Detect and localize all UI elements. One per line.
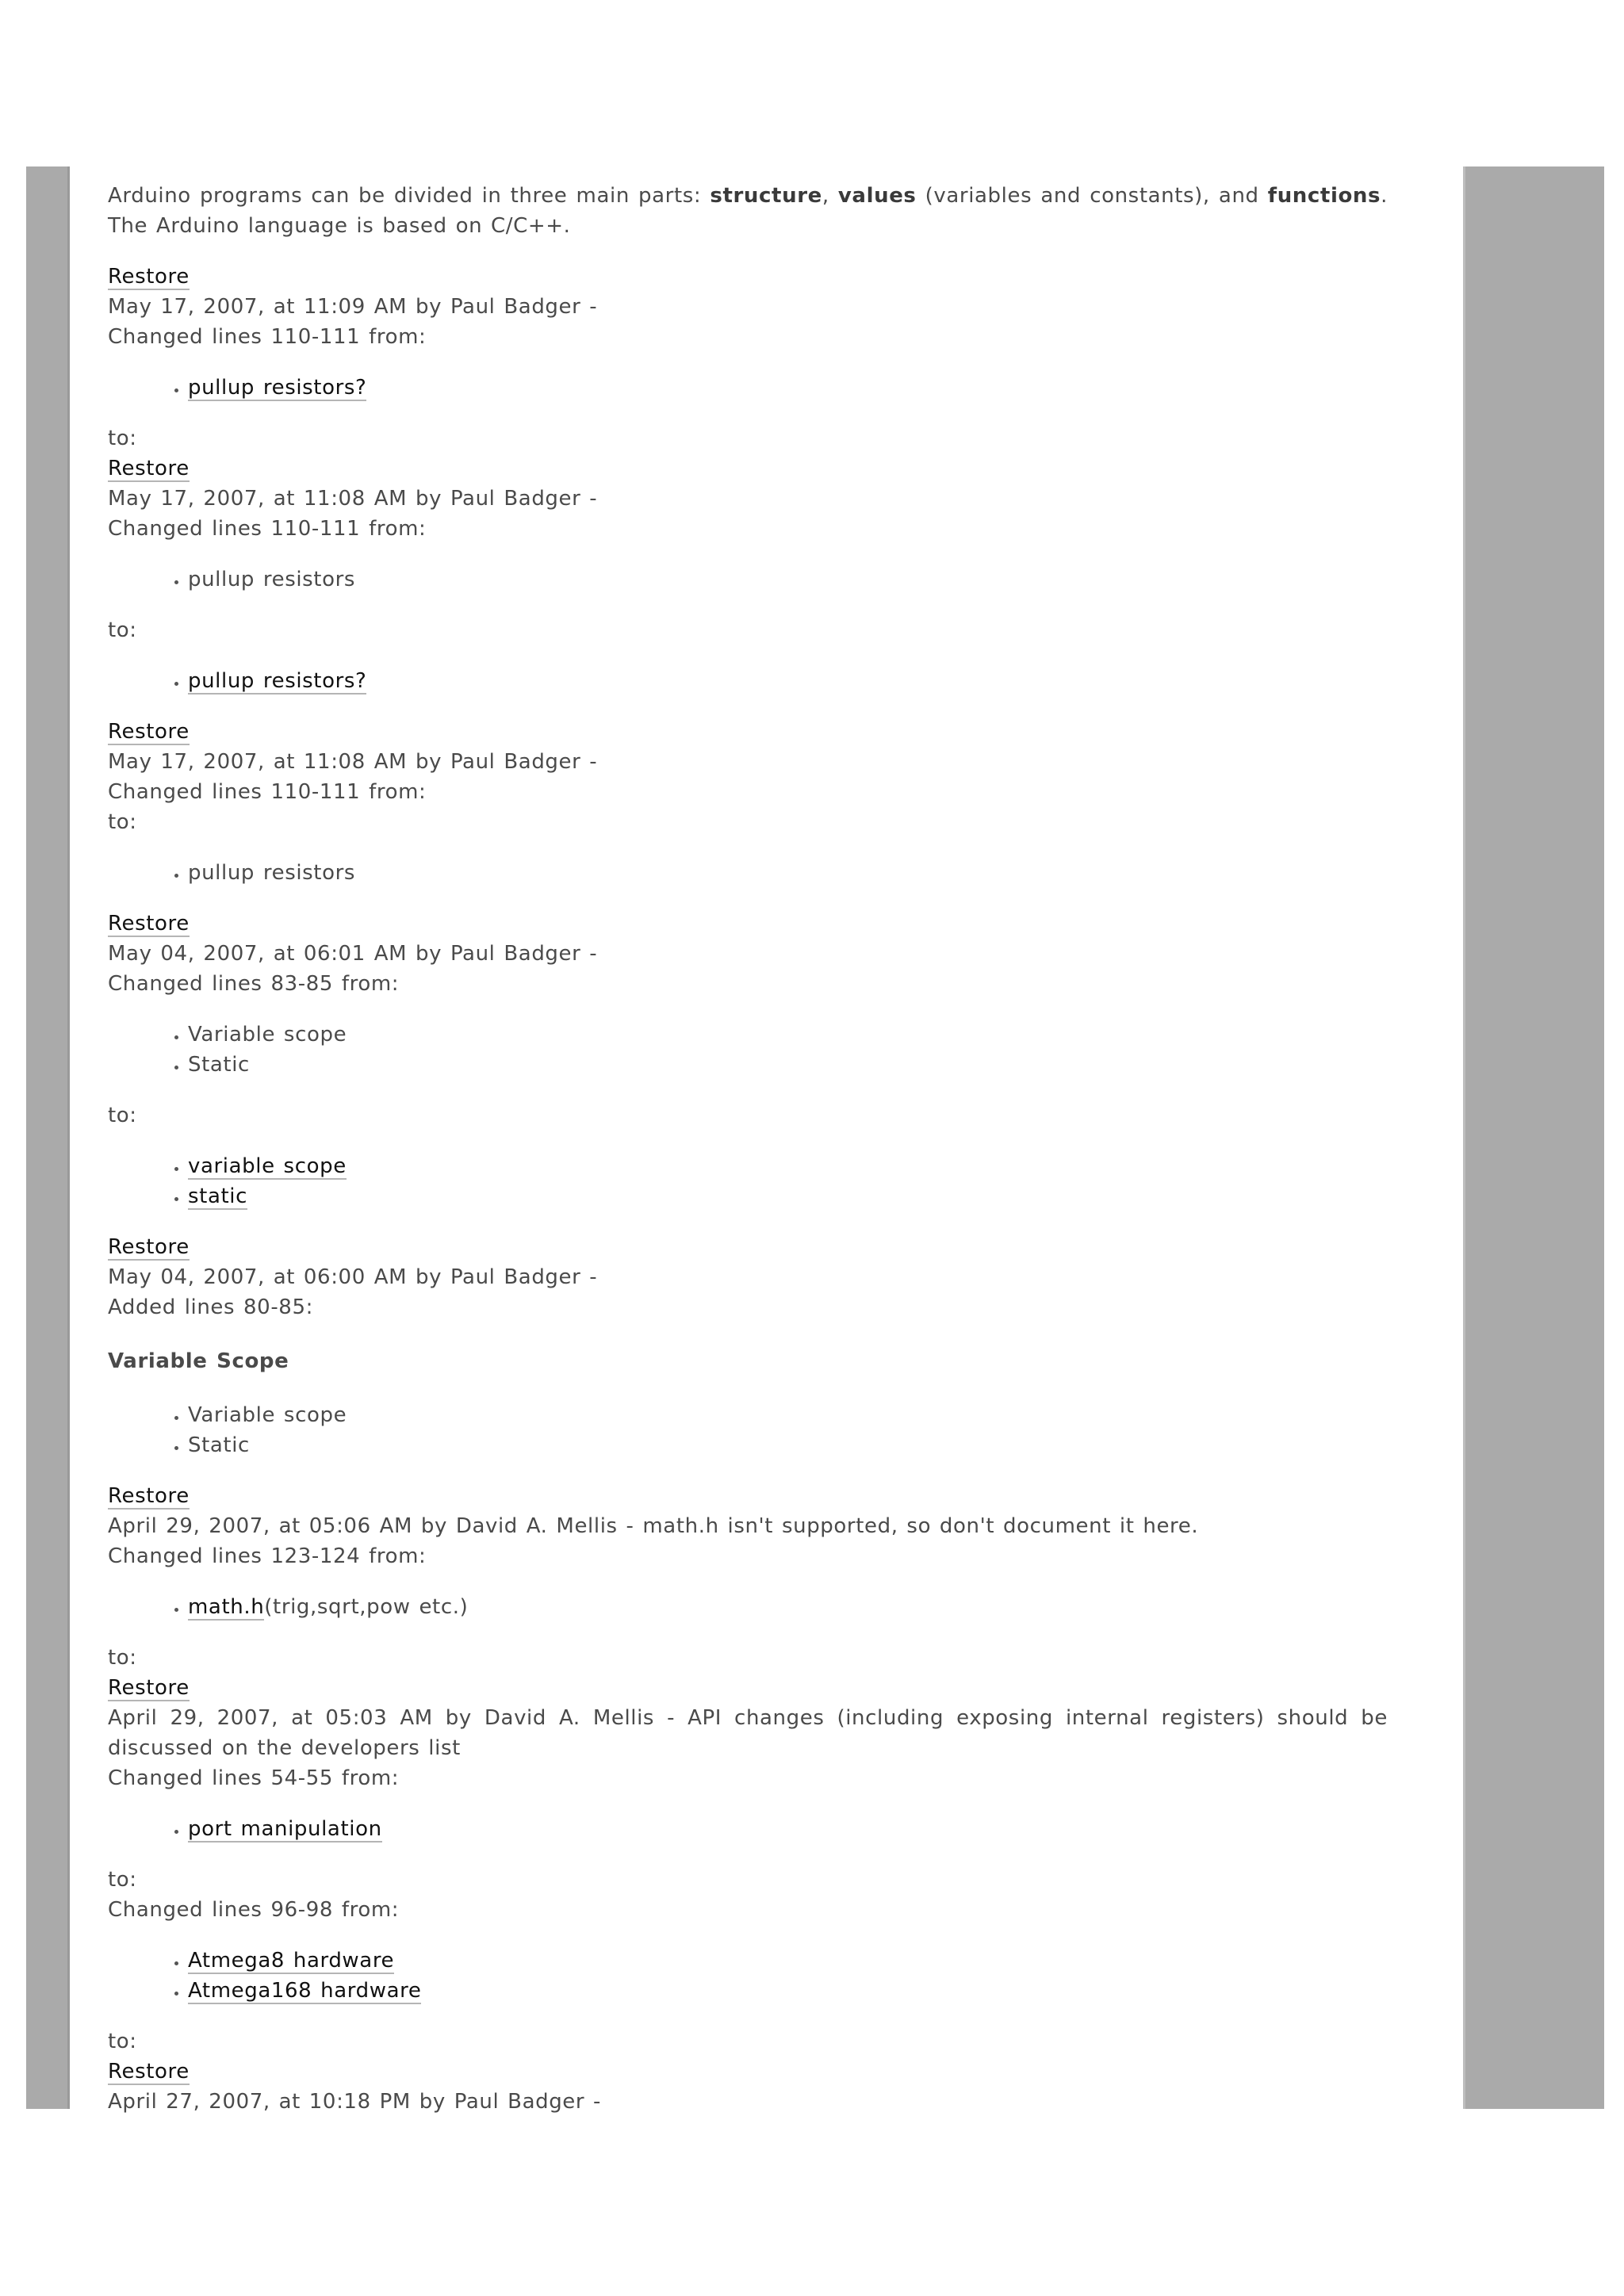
diff-from-list: [108, 564, 1388, 595]
right-sidebar-bar: [1463, 166, 1604, 2109]
to-label: to:: [108, 1646, 137, 1670]
to-label: to:: [108, 618, 137, 642]
list-item: • Variable scope: [188, 1020, 1388, 1050]
restore-link[interactable]: Restore: [108, 457, 190, 480]
change-description: Changed lines 110-111 from:: [108, 780, 427, 804]
diff-to-list: [108, 858, 1388, 888]
list-item: • Variable scope: [188, 1400, 1388, 1430]
list-item: • pullup resistors: [188, 564, 1388, 595]
list-item: • math.h(trig,sqrt,pow etc.): [188, 1592, 1388, 1622]
diff-to-list: [108, 1151, 1388, 1211]
page-history-content: [108, 181, 1388, 2117]
revision-entry: [108, 1481, 1388, 1673]
revision-entry: [108, 1673, 1388, 2057]
restore-link[interactable]: Restore: [108, 1484, 190, 1508]
revision-meta: May 17, 2007, at 11:08 AM by Paul Badger -: [108, 750, 598, 774]
diff-from-list: [108, 1020, 1388, 1080]
revision-entry: [108, 262, 1388, 453]
change-description: Changed lines 110-111 from:: [108, 325, 427, 349]
revision-entry: [108, 2057, 1388, 2117]
diff-from-list: [108, 1592, 1388, 1622]
list-item: [188, 666, 1388, 696]
revision-meta: May 17, 2007, at 11:08 AM by Paul Badger -: [108, 487, 598, 511]
section-heading: Variable Scope: [108, 1349, 289, 1373]
intro-paragraph: Arduino programs can be divided in three main parts: structure, values (variables and constants), and functions. The Arduino language is based on C/C++.: [108, 184, 1388, 238]
diff-from-list: [108, 1946, 1388, 2006]
list-item: • pullup resistors: [188, 858, 1388, 888]
list-item: [188, 373, 1388, 403]
revision-meta: April 29, 2007, at 05:06 AM by David A. Mellis - math.h isn't supported, so don't document it here.: [108, 1514, 1199, 1538]
to-label: to:: [108, 2030, 137, 2053]
wiki-link[interactable]: pullup resistors?: [188, 669, 367, 693]
revision-meta: May 04, 2007, at 06:00 AM by Paul Badger -: [108, 1265, 598, 1289]
to-label: to:: [108, 810, 137, 834]
revision-meta: May 17, 2007, at 11:09 AM by Paul Badger -: [108, 295, 598, 319]
list-item: • Static: [188, 1430, 1388, 1460]
change-description: Changed lines 54-55 from:: [108, 1766, 400, 1790]
list-item: [188, 1181, 1388, 1211]
list-item: [188, 1814, 1388, 1844]
wiki-link[interactable]: math.h: [188, 1595, 265, 1619]
list-item: [188, 1151, 1388, 1181]
revision-meta: April 29, 2007, at 05:03 AM by David A. Mellis - API changes (including exposing internal registers) should be discussed on the developers list: [108, 1706, 1388, 1760]
revision-meta: April 27, 2007, at 10:18 PM by Paul Badger -: [108, 2090, 602, 2114]
diff-from-list: [108, 1814, 1388, 1844]
wiki-link[interactable]: Atmega168 hardware: [188, 1979, 422, 2003]
change-description: Changed lines 83-85 from:: [108, 972, 400, 996]
change-description: Changed lines 110-111 from:: [108, 517, 427, 541]
revision-meta: May 04, 2007, at 06:01 AM by Paul Badger -: [108, 942, 598, 966]
left-sidebar-bar: [26, 166, 70, 2109]
to-label: to:: [108, 1868, 137, 1892]
term-functions: functions: [1267, 184, 1381, 208]
change-description: Changed lines 96-98 from:: [108, 1898, 400, 1922]
to-label: to:: [108, 427, 137, 450]
restore-link[interactable]: Restore: [108, 720, 190, 744]
term-structure: structure: [710, 184, 822, 208]
revision-entry: [108, 453, 1388, 696]
wiki-link[interactable]: static: [188, 1184, 247, 1208]
wiki-link[interactable]: port manipulation: [188, 1817, 382, 1841]
term-values: values: [837, 184, 917, 208]
diff-to-list: [108, 666, 1388, 696]
restore-link[interactable]: Restore: [108, 2060, 190, 2084]
revision-entry: [108, 717, 1388, 888]
list-item: • Static: [188, 1050, 1388, 1080]
wiki-link[interactable]: variable scope: [188, 1154, 347, 1178]
change-description: Changed lines 123-124 from:: [108, 1544, 427, 1568]
revision-entry: [108, 1232, 1388, 1460]
revision-entry: [108, 909, 1388, 1211]
diff-from-list: [108, 373, 1388, 403]
change-description: Added lines 80-85:: [108, 1295, 313, 1319]
restore-link[interactable]: Restore: [108, 1235, 190, 1259]
list-item: [188, 1976, 1388, 2006]
to-label: to:: [108, 1104, 137, 1127]
diff-added-list: [108, 1400, 1388, 1460]
wiki-link[interactable]: pullup resistors?: [188, 376, 367, 400]
restore-link[interactable]: Restore: [108, 1676, 190, 1700]
wiki-link[interactable]: Atmega8 hardware: [188, 1949, 395, 1973]
restore-link[interactable]: Restore: [108, 912, 190, 936]
list-item: [188, 1946, 1388, 1976]
restore-link[interactable]: Restore: [108, 265, 190, 289]
